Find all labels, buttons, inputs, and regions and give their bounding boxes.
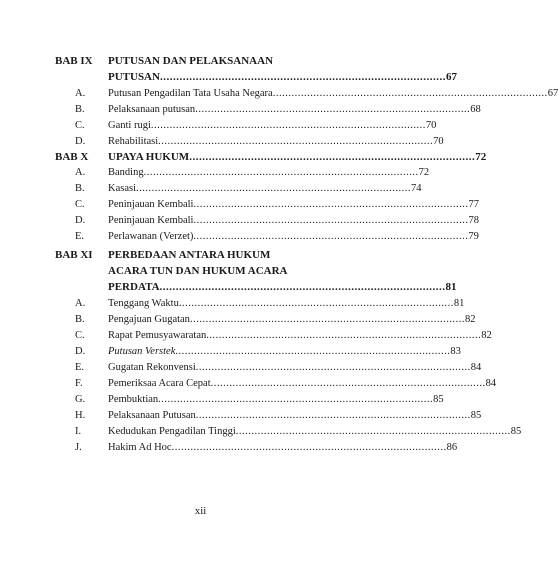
leader-dots: ........................................................................................ bbox=[193, 231, 469, 242]
chapter-title-final-row bbox=[55, 279, 457, 295]
item-title: Rehabilitasi bbox=[108, 136, 159, 147]
toc-item bbox=[55, 134, 444, 150]
item-letter: A. bbox=[75, 167, 86, 178]
item-page-number: 67 bbox=[547, 88, 558, 99]
toc-item bbox=[55, 165, 430, 181]
item-page-number: 85 bbox=[510, 426, 522, 437]
item-title: Perlawanan (Verzet) bbox=[108, 231, 194, 242]
item-page-number: 78 bbox=[468, 215, 479, 226]
toc-item bbox=[55, 392, 444, 408]
chapter-title-final-row bbox=[55, 69, 457, 85]
item-page-number: 84 bbox=[485, 378, 497, 389]
item-letter: D. bbox=[75, 136, 86, 147]
item-letter: D. bbox=[75, 215, 86, 226]
leader-dots: ........................................................................................ bbox=[150, 120, 426, 131]
item-letter: I. bbox=[75, 426, 82, 437]
item-letter: J. bbox=[75, 442, 82, 453]
item-letter: B. bbox=[75, 183, 85, 194]
item-title: Pelaksanaan Putusan bbox=[108, 410, 196, 421]
item-letter: E. bbox=[75, 231, 85, 242]
item-page-number: 74 bbox=[411, 183, 422, 194]
toc-item bbox=[55, 213, 479, 229]
chapter-page-number: 67 bbox=[445, 71, 457, 83]
chapter-title-last-line: UPAYA HUKUM bbox=[108, 151, 190, 163]
chapter-number: BAB X bbox=[55, 151, 89, 163]
chapter-title-last-line: PUTUSAN bbox=[108, 71, 160, 83]
chapter-header-row bbox=[55, 263, 335, 279]
chapter-bab-xi bbox=[55, 247, 522, 456]
item-letter: F. bbox=[75, 378, 83, 389]
page-number: xii bbox=[194, 505, 207, 517]
item-title: Tenggang Waktu bbox=[108, 298, 179, 309]
chapter-header-row bbox=[55, 53, 335, 69]
item-letter: G. bbox=[75, 394, 86, 405]
item-page-number: 85 bbox=[433, 394, 444, 405]
leader-dots: ........................................................................................ bbox=[193, 199, 469, 210]
item-page-number: 83 bbox=[450, 346, 461, 357]
chapter-bab-ix bbox=[55, 53, 558, 150]
item-letter: H. bbox=[75, 410, 86, 421]
item-letter: D. bbox=[75, 346, 86, 357]
leader-dots: ........................................................................................ bbox=[175, 346, 451, 357]
item-page-number: 77 bbox=[468, 199, 479, 210]
toc-item bbox=[55, 181, 422, 197]
item-page-number: 82 bbox=[464, 314, 476, 325]
toc-item bbox=[55, 102, 481, 118]
item-letter: C. bbox=[75, 199, 85, 210]
item-page-number: 70 bbox=[433, 136, 444, 147]
toc-item bbox=[55, 296, 465, 312]
item-letter: E. bbox=[75, 362, 85, 373]
item-title: Kasasi bbox=[108, 183, 136, 194]
item-letter: C. bbox=[75, 120, 85, 131]
toc-item bbox=[55, 440, 458, 456]
item-title: Putusan Verstek bbox=[108, 346, 176, 357]
leader-dots: ........................................................................................ bbox=[195, 104, 471, 115]
chapter-title-final-row bbox=[55, 149, 487, 165]
chapter-title-entry bbox=[108, 69, 457, 85]
leader-dots: ........................................................................................ bbox=[193, 215, 469, 226]
leader-dots: ........................................................................................ bbox=[158, 136, 434, 147]
leader-dots: ........................................................................................ bbox=[136, 183, 411, 194]
item-page-number: 81 bbox=[453, 298, 465, 309]
chapter-title-entry bbox=[108, 279, 457, 295]
item-title: Gugatan Rekonvensi bbox=[108, 362, 196, 373]
item-title: Pembuktian bbox=[108, 394, 159, 405]
item-page-number: 72 bbox=[418, 167, 430, 178]
chapter-title-entry bbox=[108, 149, 487, 165]
leader-dots: ........................................................................................ bbox=[171, 442, 447, 453]
item-title: Peninjauan Kembali bbox=[108, 199, 194, 210]
item-title: Rapat Pemusyawaratan bbox=[108, 330, 207, 341]
item-title: Hakim Ad Hoc bbox=[108, 442, 172, 453]
item-letter: B. bbox=[75, 104, 85, 115]
item-title: Banding bbox=[108, 167, 144, 178]
leader-dots: ........................................................................................ bbox=[158, 394, 434, 405]
leader-dots: ........................................................................................ bbox=[178, 298, 454, 309]
toc-item bbox=[55, 424, 522, 440]
toc-item bbox=[55, 118, 437, 134]
toc-item bbox=[55, 197, 479, 213]
item-page-number: 70 bbox=[425, 120, 437, 131]
toc-item bbox=[55, 328, 492, 344]
toc-item bbox=[55, 312, 476, 328]
item-letter: A. bbox=[75, 88, 86, 99]
item-letter: B. bbox=[75, 314, 85, 325]
item-title: Pengajuan Gugatan bbox=[108, 314, 190, 325]
chapter-number: BAB IX bbox=[55, 55, 93, 67]
leader-dots: ........................................................................................ bbox=[159, 281, 446, 293]
leader-dots: ........................................................................................ bbox=[272, 88, 548, 99]
item-title: Ganti rugi bbox=[108, 120, 151, 131]
item-page-number: 86 bbox=[446, 442, 458, 453]
item-title: Pemeriksaa Acara Cepat bbox=[108, 378, 211, 389]
toc-item bbox=[55, 408, 482, 424]
leader-dots: ........................................................................................ bbox=[206, 330, 482, 341]
chapter-number: BAB XI bbox=[55, 249, 93, 261]
item-title: Peninjauan Kembali bbox=[108, 215, 194, 226]
chapter-page-number: 81 bbox=[445, 281, 457, 293]
item-letter: A. bbox=[75, 298, 86, 309]
item-title: Putusan Pengadilan Tata Usaha Negara bbox=[108, 88, 273, 99]
chapter-page-number: 72 bbox=[475, 151, 487, 163]
item-page-number: 85 bbox=[470, 410, 482, 421]
toc-item bbox=[55, 344, 461, 360]
chapter-title-line: PERBEDAAN ANTARA HUKUM bbox=[108, 249, 271, 261]
leader-dots: ........................................................................................ bbox=[210, 378, 486, 389]
item-title: Pelaksanaan putusan bbox=[108, 104, 196, 115]
chapter-title-last-line: PERDATA bbox=[108, 281, 160, 293]
chapter-title-line: PUTUSAN DAN PELAKSANAAN bbox=[108, 55, 274, 67]
leader-dots: ........................................................................................ bbox=[143, 167, 419, 178]
item-letter: C. bbox=[75, 330, 85, 341]
leader-dots: ........................................................................................ bbox=[189, 314, 465, 325]
item-page-number: 84 bbox=[470, 362, 482, 373]
chapter-bab-x bbox=[55, 149, 487, 245]
leader-dots: ........................................................................................ bbox=[195, 362, 471, 373]
toc-item bbox=[55, 376, 497, 392]
item-title: Kedudukan Pengadilan Tinggi bbox=[108, 426, 236, 437]
leader-dots: ........................................................................................ bbox=[159, 71, 446, 83]
item-page-number: 68 bbox=[470, 104, 481, 115]
leader-dots: ........................................................................................ bbox=[195, 410, 471, 421]
toc-item bbox=[55, 360, 482, 376]
chapter-title-line: ACARA TUN DAN HUKUM ACARA bbox=[108, 265, 288, 277]
chapter-header-row bbox=[55, 247, 335, 263]
toc-item bbox=[55, 229, 479, 245]
leader-dots: ........................................................................................ bbox=[235, 426, 511, 437]
leader-dots: ........................................................................................ bbox=[189, 151, 476, 163]
item-page-number: 79 bbox=[468, 231, 479, 242]
toc-item bbox=[55, 86, 558, 102]
item-page-number: 82 bbox=[481, 330, 492, 341]
